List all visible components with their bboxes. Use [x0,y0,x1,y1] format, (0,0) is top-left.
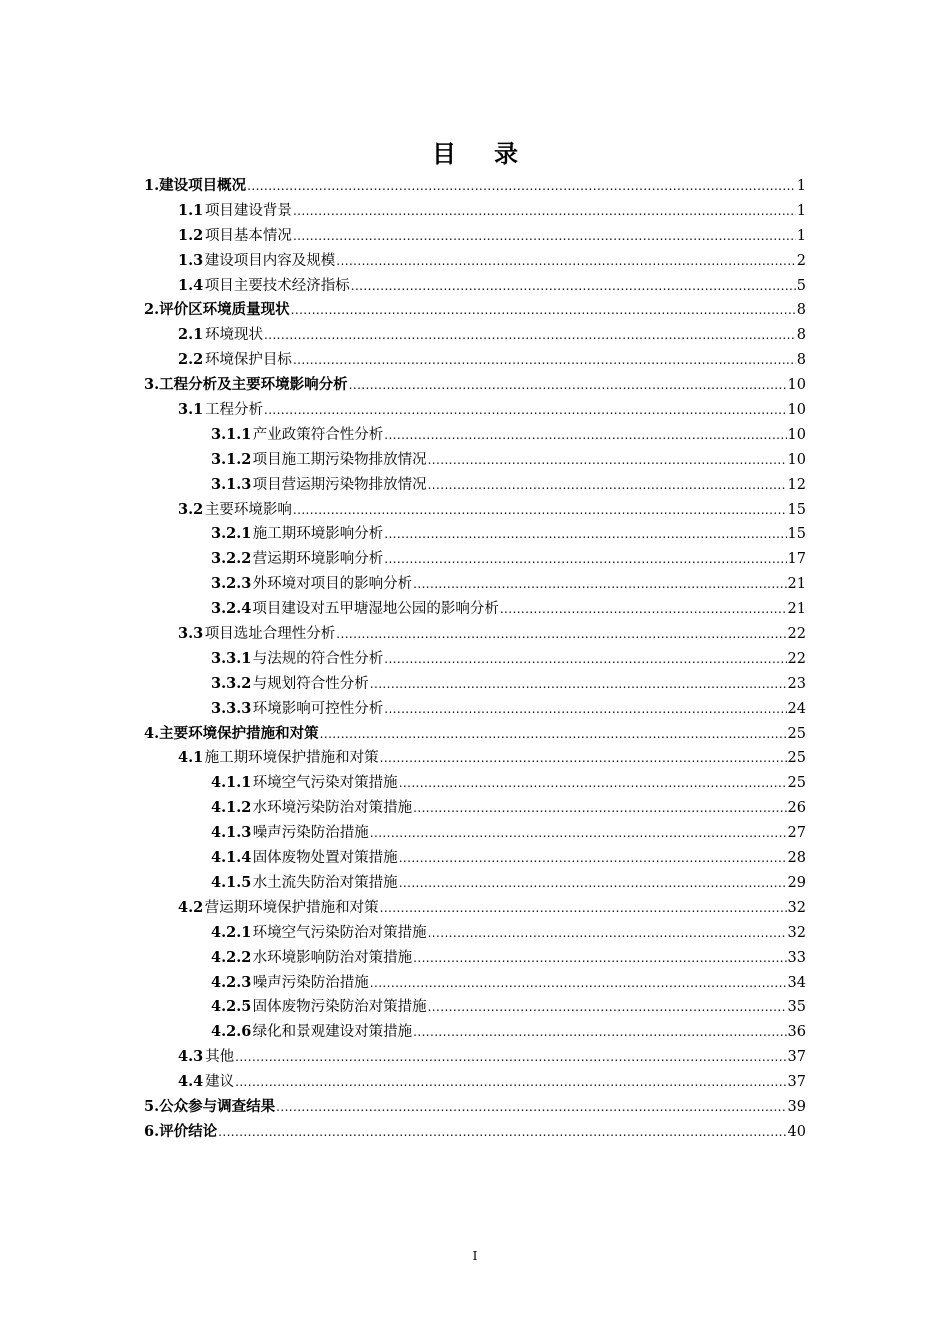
toc-entry[interactable] [144,672,806,697]
toc-dot-leader [320,722,787,747]
toc-entry-label: 其他 [205,1049,235,1066]
toc-entry-label: 产业政策符合性分析 [252,426,384,443]
toc-entry-page: 28 [787,850,806,867]
toc-entry[interactable] [144,896,806,921]
toc-entry-page: 10 [787,377,806,394]
toc-entry[interactable] [144,224,806,249]
toc-entry-number: 3.3.3 [211,699,252,717]
toc-entry-number: 4. [144,724,160,742]
toc-dot-leader [500,597,787,622]
toc-dot-leader [413,572,786,597]
toc-entry-page: 39 [787,1098,806,1115]
toc-entry-page: 1 [796,202,806,219]
toc-entry-page: 5 [796,277,806,294]
toc-dot-leader [413,946,786,971]
toc-entry-page: 37 [787,1049,806,1066]
toc-entry-number: 4.2.2 [211,948,252,966]
toc-title-char-2: 录 [494,139,518,168]
toc-entry-number: 3.3.1 [211,649,252,667]
toc-dot-leader [336,622,786,647]
toc-entry-page: 1 [796,227,806,244]
toc-entry[interactable] [144,448,806,473]
toc-entry-page: 25 [787,750,806,767]
table-of-contents [144,174,806,1145]
toc-entry-number: 3.1 [178,401,204,419]
toc-entry[interactable] [144,547,806,572]
toc-dot-leader [370,672,787,697]
toc-entry-label: 施工期环境保护措施和对策 [204,750,379,767]
toc-entry-page: 2 [796,252,806,269]
toc-entry-label: 工程分析 [205,402,263,419]
toc-entry[interactable] [144,199,806,224]
toc-entry[interactable] [144,1020,806,1045]
toc-entry-label: 与规划符合性分析 [252,675,369,692]
toc-entry[interactable] [144,722,806,747]
toc-entry-label: 环境保护目标 [204,352,292,369]
toc-entry[interactable] [144,473,806,498]
toc-entry[interactable] [144,622,806,647]
toc-entry-label: 绿化和景观建设对策措施 [252,1024,413,1041]
toc-dot-leader [293,348,796,373]
toc-entry-label: 评价结论 [159,1122,218,1140]
toc-entry-number: 1.4 [178,276,204,294]
toc-entry-page: 23 [787,675,806,692]
toc-dot-leader [247,174,796,199]
toc-entry-label: 噪声污染防治措施 [252,825,369,842]
toc-entry-number: 1.2 [178,226,204,244]
toc-entry-number: 3.1.1 [211,425,252,443]
toc-dot-leader [428,995,787,1020]
toc-entry-label: 工程分析及主要环境影响分析 [159,376,348,394]
toc-dot-leader [384,547,786,572]
toc-entry-page: 33 [787,949,806,966]
toc-entry[interactable] [144,498,806,523]
toc-entry-number: 2. [144,301,160,319]
toc-entry[interactable] [144,274,806,299]
toc-entry-number: 4.3 [178,1048,204,1066]
toc-entry-number: 3.2.2 [211,550,252,568]
toc-entry[interactable] [144,871,806,896]
toc-title [0,134,950,169]
toc-entry-number: 3.2 [178,500,204,518]
toc-entry[interactable] [144,971,806,996]
toc-entry-label: 环境影响可控性分析 [252,700,384,717]
toc-entry-page: 35 [787,999,806,1016]
toc-entry-label: 水环境影响防治对策措施 [252,949,413,966]
toc-entry-label: 噪声污染防治措施 [252,974,369,991]
toc-entry-number: 1.1 [178,201,204,219]
toc-entry-page: 10 [787,451,806,468]
toc-entry-number: 3.1.2 [211,450,252,468]
toc-entry-page: 32 [787,899,806,916]
toc-dot-leader [380,896,787,921]
toc-dot-leader [276,1095,786,1120]
toc-dot-leader [399,771,787,796]
toc-entry-label: 水环境污染防治对策措施 [252,800,413,817]
toc-entry-number: 4.2.5 [211,998,252,1016]
toc-entry[interactable] [144,1045,806,1070]
toc-entry-page: 34 [787,974,806,991]
toc-entry[interactable] [144,921,806,946]
toc-entry[interactable] [144,846,806,871]
toc-dot-leader [218,1120,786,1145]
toc-entry[interactable] [144,1070,806,1095]
toc-entry[interactable] [144,423,806,448]
toc-entry-page: 10 [787,402,806,419]
toc-entry-number: 4.1.1 [211,774,252,792]
toc-entry[interactable] [144,373,806,398]
toc-entry[interactable] [144,946,806,971]
toc-entry-label: 施工期环境影响分析 [252,526,384,543]
toc-entry[interactable] [144,522,806,547]
toc-dot-leader [380,746,787,771]
toc-entry[interactable] [144,348,806,373]
toc-entry-page: 36 [787,1024,806,1041]
toc-dot-leader [349,373,787,398]
toc-entry-number: 4.2.3 [211,973,252,991]
toc-entry[interactable] [144,398,806,423]
toc-entry-number: 3. [144,376,160,394]
toc-dot-leader [293,199,796,224]
toc-dot-leader [384,647,786,672]
toc-entry-page: 24 [787,700,806,717]
toc-dot-leader [384,522,786,547]
toc-entry-number: 2.2 [178,351,204,369]
toc-entry[interactable] [144,323,806,348]
toc-entry-page: 1 [796,178,806,194]
toc-entry-label: 与法规的符合性分析 [252,650,384,667]
toc-entry-number: 4.2.1 [211,923,252,941]
toc-entry-page: 8 [796,352,806,369]
toc-entry-page: 29 [787,874,806,891]
toc-entry-page: 22 [787,626,806,643]
toc-entry-label: 项目选址合理性分析 [204,626,336,643]
toc-entry[interactable] [144,771,806,796]
toc-dot-leader [291,298,796,323]
toc-dot-leader [413,1020,786,1045]
toc-entry[interactable] [144,249,806,274]
toc-entry-number: 4.4 [178,1073,204,1091]
toc-dot-leader [428,921,787,946]
toc-entry-number: 3.3 [178,625,204,643]
toc-entry-number: 1.3 [178,251,204,269]
toc-entry-page: 8 [796,327,806,344]
toc-entry-page: 15 [787,526,806,543]
toc-dot-leader [336,249,795,274]
toc-entry-label: 固体废物污染防治对策措施 [252,999,427,1016]
toc-entry-page: 22 [787,650,806,667]
toc-entry-label: 固体废物处置对策措施 [252,850,398,867]
toc-entry-number: 4.1.5 [211,873,252,891]
toc-dot-leader [399,846,787,871]
toc-entry-label: 项目主要技术经济指标 [204,277,350,294]
toc-title-char-1: 目 [432,139,456,168]
toc-dot-leader [264,323,796,348]
toc-entry[interactable] [144,746,806,771]
toc-entry-page: 25 [787,725,806,742]
toc-entry-label: 主要环境影响 [204,501,292,518]
toc-dot-leader [384,423,786,448]
toc-entry-label: 主要环境保护措施和对策 [159,724,319,742]
toc-entry-number: 4.1.3 [211,824,252,842]
toc-entry-page: 32 [787,924,806,941]
toc-entry-label: 公众参与调查结果 [159,1097,276,1115]
toc-dot-leader [235,1070,786,1095]
toc-entry-page: 15 [787,501,806,518]
toc-entry-page: 10 [787,426,806,443]
toc-entry-number: 4.2.6 [211,1023,252,1041]
toc-dot-leader [293,224,796,249]
toc-dot-leader [370,821,787,846]
toc-entry[interactable] [144,298,806,323]
toc-dot-leader [293,498,787,523]
toc-entry-number: 3.1.3 [211,475,252,493]
toc-entry[interactable] [144,796,806,821]
toc-dot-leader [370,971,787,996]
toc-entry-number: 5. [144,1097,160,1115]
toc-entry-label: 建设项目内容及规模 [204,252,336,269]
toc-dot-leader [384,697,786,722]
toc-entry-page: 40 [787,1123,806,1140]
page-number: I [472,1249,478,1263]
toc-dot-leader [264,398,787,423]
toc-entry[interactable] [144,174,806,199]
toc-entry[interactable] [144,597,806,622]
toc-entry-number: 3.3.2 [211,674,252,692]
toc-entry-label: 环境空气污染防治对策措施 [252,924,427,941]
toc-entry-label: 项目施工期污染物排放情况 [252,451,427,468]
toc-dot-leader [235,1045,786,1070]
toc-dot-leader [428,448,787,473]
toc-entry-label: 外环境对项目的影响分析 [252,576,413,593]
toc-entry[interactable] [144,1095,806,1120]
toc-entry-number: 4.1.4 [211,849,252,867]
toc-entry-number: 1. [144,177,160,194]
toc-entry[interactable] [144,697,806,722]
toc-entry-label: 项目营运期污染物排放情况 [252,476,427,493]
toc-entry-number: 4.1 [178,749,204,767]
toc-entry-label: 建设项目概况 [159,177,247,194]
toc-dot-leader [428,473,787,498]
toc-entry-number: 6. [144,1122,160,1140]
toc-entry-page: 21 [787,576,806,593]
toc-entry-number: 4.2 [178,898,204,916]
toc-entry-page: 21 [787,601,806,618]
toc-entry-label: 项目基本情况 [204,227,292,244]
toc-entry-label: 环境空气污染对策措施 [252,775,398,792]
toc-entry-label: 营运期环境影响分析 [252,551,384,568]
toc-entry-page: 37 [787,1074,806,1091]
toc-entry-label: 项目建设对五甲塘湿地公园的影响分析 [252,601,499,618]
toc-entry[interactable] [144,995,806,1020]
toc-entry-number: 3.2.1 [211,525,252,543]
toc-dot-leader [413,796,786,821]
toc-entry-label: 项目建设背景 [204,202,292,219]
toc-entry[interactable] [144,572,806,597]
toc-entry[interactable] [144,821,806,846]
toc-entry-page: 27 [787,825,806,842]
toc-entry[interactable] [144,1120,806,1145]
toc-entry-page: 26 [787,800,806,817]
toc-entry-number: 4.1.2 [211,799,252,817]
toc-dot-leader [351,274,796,299]
toc-entry[interactable] [144,647,806,672]
toc-entry-number: 3.2.4 [211,600,252,618]
toc-entry-page: 25 [787,775,806,792]
toc-entry-page: 12 [787,476,806,493]
toc-entry-number: 3.2.3 [211,575,252,593]
toc-dot-leader [399,871,787,896]
toc-entry-number: 2.1 [178,326,204,344]
toc-entry-label: 建议 [205,1074,235,1091]
toc-entry-label: 环境现状 [205,327,264,344]
toc-entry-label: 评价区环境质量现状 [159,301,290,319]
toc-entry-label: 水土流失防治对策措施 [252,874,398,891]
toc-entry-page: 17 [787,551,806,568]
toc-entry-page: 8 [796,302,806,319]
toc-entry-label: 营运期环境保护措施和对策 [204,899,379,916]
